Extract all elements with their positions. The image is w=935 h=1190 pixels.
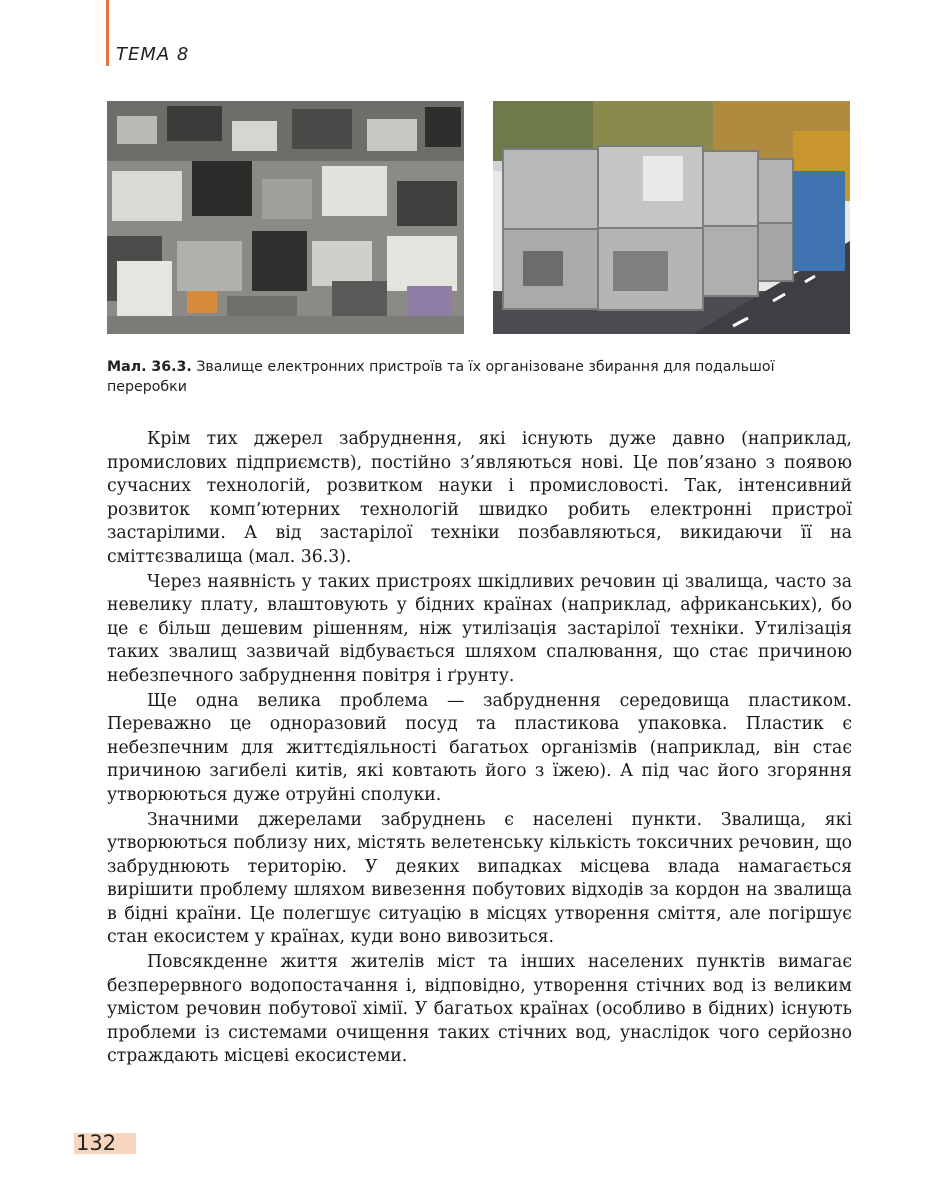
paragraph: Крім тих джерел забруднення, які існують дуже давно (наприклад, промислових підприємств), постійно з’являються нові. Це пов’язано з появою сучасних технологій, розвитком науки і промисловості. Так, інтенсивний розвиток комп’ютерних технологій швидко робить електронні пристрої застарілими. А від застарілої техніки позбавляються, викидаючи її на сміттєзвалища (мал. 36.3). xyxy=(107,429,852,567)
paragraph: Ще одна велика проблема — забруднення середовища пластиком. Переважно це одноразовий посуд та пластикова упаковка. Пластик є небезпечним для життєдіяльності багатьох організмів (наприклад, він стає причиною загибелі китів, які ковтають його з їжею). А під час його згоряння утворюються дуже отруйні сполуки. xyxy=(107,690,852,805)
paragraph: Повсякденне життя жителів міст та інших населених пунктів вимагає безперервного водопостачання і, відповідно, утворення стічних вод із великим умістом речовин побутової хімії. У багатьох країнах (особливо в бідних) існують проблеми із системами очищення таких стічних вод, унаслідок чого серйозно страждають місцеві екосистеми. xyxy=(107,952,852,1067)
paragraph: Значними джерелами забруднень є населені пункти. Звалища, які утворюються поблизу них, містять велетенську кількість токсичних речовин, що забруднюють територію. У деяких випадках місцева влада намагається вирішити проблему шляхом вивезення побутових відходів за кордон на звалища в бідні країни. Це полегшує ситуацію в місцях утворення сміття, але погіршує стан екосистем у країнах, куди воно вивозиться. xyxy=(107,809,852,948)
figure-caption-text: Звалище електронних пристроїв та їх організоване збирання для подальшої переробки xyxy=(107,359,775,395)
body-text xyxy=(107,428,852,1070)
page-number: 132 xyxy=(76,1131,117,1155)
header-accent-bar xyxy=(106,0,109,66)
topic-label: ТЕМА 8 xyxy=(116,44,190,65)
figure-caption-label: Мал. 36.3. xyxy=(107,359,192,375)
photo-organized-collection-cages xyxy=(493,101,850,334)
photo-electronic-waste-dump xyxy=(107,101,464,334)
figure-caption xyxy=(107,357,852,397)
paragraph: Через наявність у таких пристроях шкідливих речовин ці звалища, часто за невелику плату, влаштовують у бідних країнах (наприклад, африканських), бо це є більш дешевим рішенням, ніж утилізація застарілої техніки. Утилізація таких звалищ зазвичай відбувається шляхом спалювання, що стає причиною небезпечного забруднення повітря і ґрунту. xyxy=(107,571,852,686)
